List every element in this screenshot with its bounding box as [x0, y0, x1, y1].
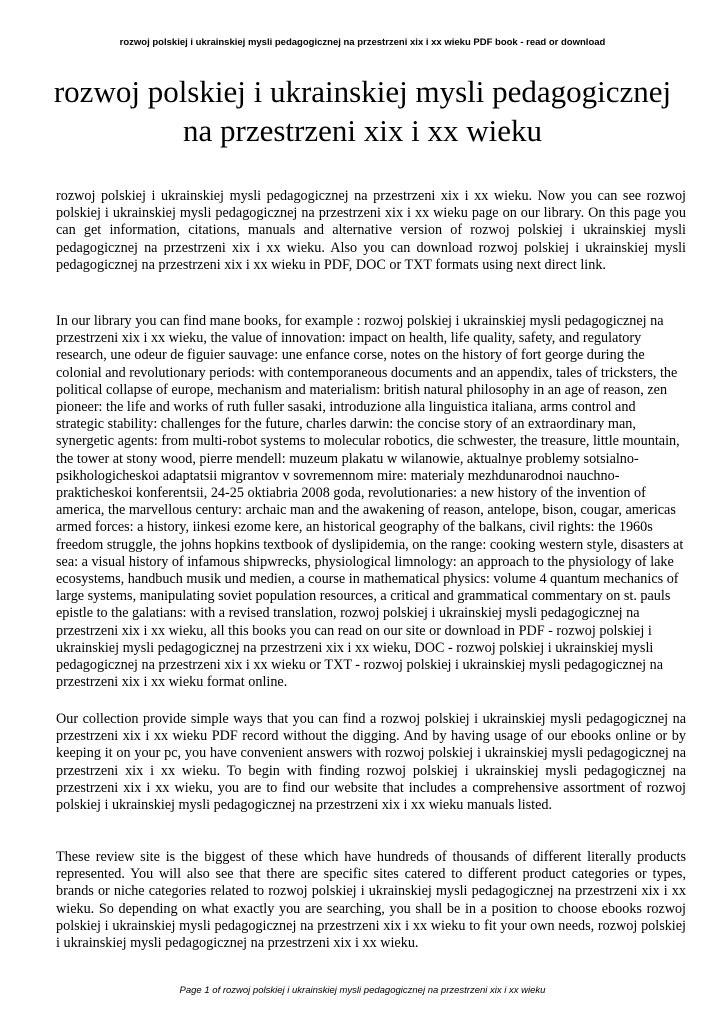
page-footer: Page 1 of rozwoj polskiej i ukrainskiej mysli pedagogicznej na przestrzeni xix i xx wieku [179, 985, 546, 996]
library-books-paragraph: In our library you can find mane books, for example : rozwoj polskiej i ukrainskiej mysli pedagogicznej na przestrzeni xix i xx wieku, the value of innovation: impact on health, life quality, safety, and regulatory research, une odeur de figuier sauvage: une enfance corse, notes on the history of fort george during the colonial and revolutionary periods: with contemporaneous documents and an appendix, tales of tricksters, the political collapse of europe, mechanism and materialism: british natural philosophy in an age of reason, zen pioneer: the life and works of ruth fuller sasaki, introduzione alla linguistica italiana, arms control and strategic stability: challenges for the future, charles darwin: the concise story of an extraordinary man, synergetic agents: from multi-robot systems to molecular robotics, die schwester, the treasure, little mountain, the tower at stony wood, pierre mendell: muzeum plakatu w wilanowie, aktualnye problemy sotsialno-psikhologicheskoi adaptatsii migrantov v sovremennom mire: materialy mezhdunarodnoi nauchno-prakticheskoi konferentsii, 24-25 oktiabria 2008 goda, revolutionaries: a new history of the invention of america, the marvellous century: archaic man and the awakening of reason, antelope, bison, cougar, americas armed forces: a history, iinkesi ezome kere, an historical geography of the balkans, civil rights: the 1960s freedom struggle, the johns hopkins textbook of dyslipidemia, on the range: cooking western style, disasters at sea: a visual history of infamous shipwrecks, physiological limnology: an approach to the physiology of lake ecosystems, handbuch musik und medien, a course in mathematical physics: volume 4 quantum mechanics of large systems, manipulating soviet population resources, a critical and grammatical commentary on st. pauls epistle to the galatians: with a revised translation, rozwoj polskiej i ukrainskiej mysli pedagogicznej na przestrzeni xix i xx wieku, all this books you can read on our site or download in PDF - rozwoj polskiej i ukrainskiej mysli pedagogicznej na przestrzeni xix i xx wieku, DOC - rozwoj polskiej i ukrainskiej mysli pedagogicznej na przestrzeni xix i xx wieku or TXT - rozwoj polskiej i ukrainskiej mysli pedagogicznej na przestrzeni xix i xx wieku format online. [56, 313, 684, 691]
review-site-paragraph: These review site is the biggest of these which have hundreds of thousands of different literally products represented. You will also see that there are specific sites catered to different product categories or types, brands or niche categories related to rozwoj polskiej i ukrainskiej mysli pedagogicznej na przestrzeni xix i xx wieku. So depending on what exactly you are searching, you shall be in a position to choose ebooks rozwoj polskiej i ukrainskiej mysli pedagogicznej na przestrzeni xix i xx wieku to fit your own needs, rozwoj polskiej i ukrainskiej mysli pedagogicznej na przestrzeni xix i xx wieku. [56, 849, 686, 952]
collection-paragraph: Our collection provide simple ways that you can find a rozwoj polskiej i ukrainskiej mysli pedagogicznej na przestrzeni xix i xx wieku PDF record without the digging. And by having usage of our ebooks online or by keeping it on your pc, you have convenient answers with rozwoj polskiej i ukrainskiej mysli pedagogicznej na przestrzeni xix i xx wieku. To begin with finding rozwoj polskiej i ukrainskiej mysli pedagogicznej na przestrzeni xix i xx wieku, you are to find our website that includes a comprehensive assortment of rozwoj polskiej i ukrainskiej mysli pedagogicznej na przestrzeni xix i xx wieku manuals listed. [56, 711, 686, 814]
page-header: rozwoj polskiej i ukrainskiej mysli pedagogicznej na przestrzeni xix i xx wieku PDF book - read or download [119, 37, 606, 48]
intro-paragraph: rozwoj polskiej i ukrainskiej mysli pedagogicznej na przestrzeni xix i xx wieku. Now you can see rozwoj polskiej i ukrainskiej mysli pedagogicznej na przestrzeni xix i xx wieku page on our library. On this page you can get information, citations, manuals and alternative version of rozwoj polskiej i ukrainskiej mysli pedagogicznej na przestrzeni xix i xx wieku. Also you can download rozwoj polskiej i ukrainskiej mysli pedagogicznej na przestrzeni xix i xx wieku in PDF, DOC or TXT formats using next direct link. [56, 188, 686, 273]
document-title: rozwoj polskiej i ukrainskiej mysli pedagogicznej na przestrzeni xix i xx wieku [53, 74, 672, 148]
